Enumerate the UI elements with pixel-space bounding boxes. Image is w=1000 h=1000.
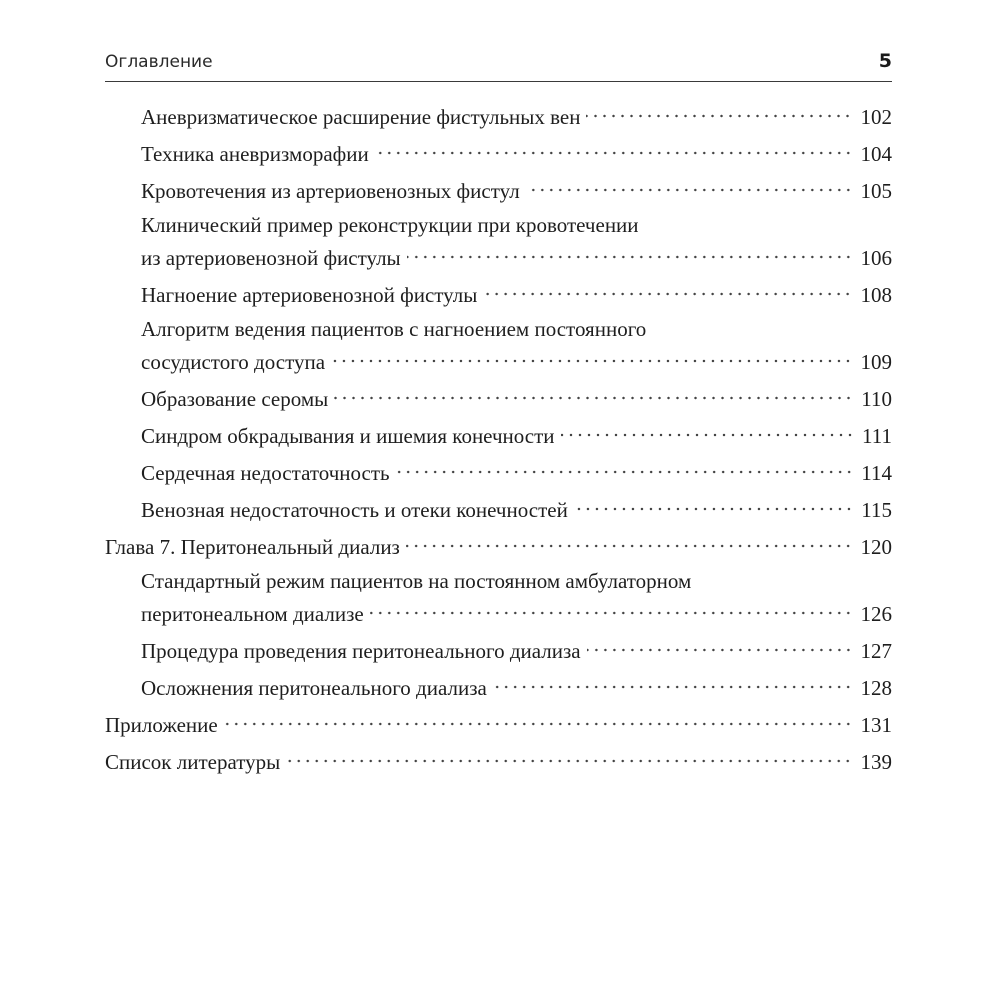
toc-dot-leader	[561, 432, 855, 438]
toc-entry-title: Стандартный режим пациентов на постоянном амбулаторном	[141, 569, 692, 593]
toc-entry-title: перитонеальном диализе	[141, 602, 364, 626]
toc-page-number: 105	[860, 179, 892, 203]
toc-page-number: 131	[860, 713, 892, 737]
toc-entry-title: Глава 7. Перитонеальный диализ	[105, 535, 400, 559]
toc-page-number: 139	[860, 750, 892, 774]
toc-dot-leader	[334, 395, 853, 401]
toc-section-entry	[105, 492, 892, 529]
toc-entry-title: сосудистого доступа	[141, 350, 326, 374]
toc-entry-line	[105, 744, 892, 781]
table-of-contents	[105, 99, 892, 781]
toc-page-number: 126	[860, 602, 892, 626]
toc-page-number: 106	[860, 246, 892, 270]
toc-entry-line	[141, 455, 892, 492]
toc-entry-title: Приложение	[105, 713, 218, 737]
toc-dot-leader	[586, 113, 852, 119]
toc-entry-line	[105, 529, 892, 566]
toc-entry-line	[141, 314, 892, 344]
toc-page-number: 128	[860, 676, 892, 700]
toc-entry-title: Клинический пример реконструкции при кровотечении	[141, 213, 639, 237]
toc-entry-line	[141, 240, 892, 277]
toc-page-number: 120	[860, 535, 892, 559]
toc-chapter-entry	[105, 707, 892, 744]
toc-dot-leader	[406, 543, 853, 549]
toc-page-number: 108	[860, 283, 892, 307]
toc-entry-line	[141, 344, 892, 381]
toc-dot-leader	[493, 684, 853, 690]
toc-page-number: 110	[861, 387, 892, 411]
toc-entry-line	[141, 277, 892, 314]
toc-dot-leader	[224, 721, 853, 727]
toc-section-entry	[105, 381, 892, 418]
toc-dot-leader	[375, 150, 853, 156]
toc-entry-title: Техника аневризморафии	[141, 142, 369, 166]
toc-dot-leader	[370, 610, 853, 616]
toc-page-number: 104	[860, 142, 892, 166]
toc-section-entry	[105, 173, 892, 210]
toc-section-entry	[105, 633, 892, 670]
toc-page-number: 102	[860, 105, 892, 129]
toc-entry-title: Процедура проведения перитонеального диализа	[141, 639, 581, 663]
toc-entry-title: Сердечная недостаточность	[141, 461, 390, 485]
running-title: Оглавление	[105, 52, 213, 72]
toc-page-number: 109	[860, 350, 892, 374]
toc-section-entry	[105, 418, 892, 455]
toc-dot-leader	[574, 506, 853, 512]
toc-entry-title: из артериовенозной фистулы	[141, 246, 401, 270]
toc-entry-title: Осложнения перитонеального диализа	[141, 676, 487, 700]
toc-section-entry	[105, 99, 892, 136]
toc-dot-leader	[483, 291, 852, 297]
toc-entry-title: Образование серомы	[141, 387, 329, 411]
toc-entry-title: Нагноение артериовенозной фистулы	[141, 283, 478, 307]
toc-dot-leader	[587, 647, 853, 653]
toc-entry-title: Синдром обкрадывания и ишемия конечности	[141, 424, 555, 448]
toc-entry-title: Аневризматическое расширение фистульных вен	[141, 105, 581, 129]
toc-entry-line	[141, 418, 892, 455]
toc-page-number: 115	[861, 498, 892, 522]
toc-entry-title: Список литературы	[105, 750, 281, 774]
page-number: 5	[878, 50, 892, 72]
toc-chapter-entry	[105, 529, 892, 566]
toc-entry-title: Алгоритм ведения пациентов с нагноением постоянного	[141, 317, 647, 341]
toc-section-entry	[105, 136, 892, 173]
toc-entry-line	[141, 210, 892, 240]
toc-entry-line	[141, 99, 892, 136]
toc-entry-line	[141, 381, 892, 418]
toc-page-number: 111	[862, 424, 892, 448]
toc-section-entry	[105, 670, 892, 707]
toc-section-entry	[105, 314, 892, 381]
toc-section-entry	[105, 455, 892, 492]
toc-entry-title: Венозная недостаточность и отеки конечностей	[141, 498, 568, 522]
toc-entry-title: Кровотечения из артериовенозных фистул	[141, 179, 520, 203]
toc-entry-line	[141, 566, 892, 596]
toc-section-entry	[105, 277, 892, 314]
toc-page-number: 127	[860, 639, 892, 663]
running-header	[105, 50, 892, 76]
toc-dot-leader	[396, 469, 854, 475]
toc-entry-line	[141, 173, 892, 210]
toc-entry-line	[105, 707, 892, 744]
toc-entry-line	[141, 633, 892, 670]
toc-chapter-entry	[105, 744, 892, 781]
toc-entry-line	[141, 670, 892, 707]
toc-dot-leader	[407, 254, 853, 260]
toc-entry-line	[141, 596, 892, 633]
toc-section-entry	[105, 210, 892, 277]
toc-entry-line	[141, 136, 892, 173]
header-divider	[105, 81, 892, 82]
toc-page-number: 114	[861, 461, 892, 485]
toc-entry-line	[141, 492, 892, 529]
toc-dot-leader	[526, 187, 853, 193]
toc-section-entry	[105, 566, 892, 633]
toc-dot-leader	[331, 358, 852, 364]
toc-dot-leader	[286, 758, 852, 764]
